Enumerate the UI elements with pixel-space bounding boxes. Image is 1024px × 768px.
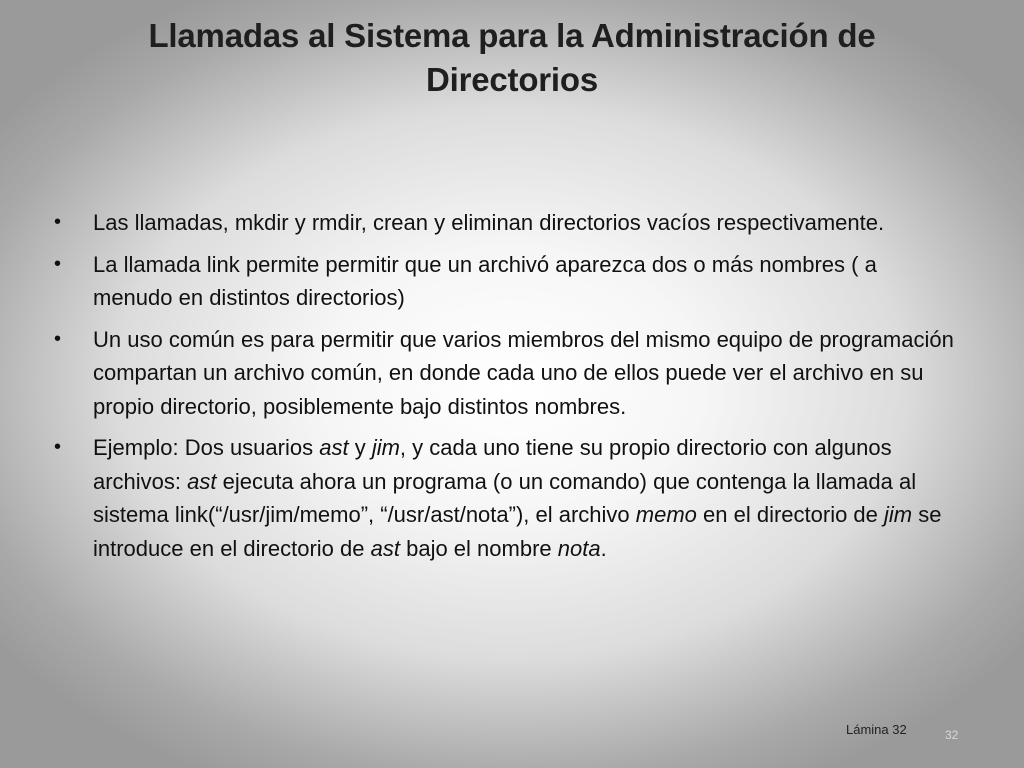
italic-term: jim: [371, 435, 400, 460]
slide-title: Llamadas al Sistema para la Administración de Directorios: [148, 17, 876, 98]
bullet-item: [48, 206, 960, 240]
bullet-text: [93, 327, 954, 419]
italic-term: ast: [319, 435, 349, 460]
bullet-dot-icon: •: [54, 252, 62, 275]
bullet-list: [48, 206, 960, 573]
text-run: y: [348, 435, 372, 460]
text-run: , y cada uno tiene su propio directorio con algunos archivos:: [93, 435, 892, 494]
bullet-text: [93, 252, 877, 311]
bullet-dot-icon: •: [54, 211, 62, 233]
text-run: se introduce en el directorio de: [93, 502, 942, 561]
bullet-item: [48, 323, 960, 424]
bullet-dot-icon: •: [54, 436, 62, 458]
text-run: bajo el nombre: [399, 535, 558, 561]
footer-label: Lámina 32: [846, 722, 907, 737]
italic-term: ast: [187, 468, 217, 494]
italic-term: jim: [884, 502, 913, 527]
text-run: Un uso común es para permitir que varios miembros del mismo equipo de programación compartan un archivo común, en donde cada uno de ellos puede ver el archivo en su propio directorio, posiblemente bajo distintos nombres.: [93, 326, 954, 419]
italic-term: memo: [635, 502, 697, 527]
bullet-item: [48, 431, 960, 565]
italic-term: nota: [557, 535, 601, 561]
bullet-dot-icon: •: [54, 327, 62, 350]
text-run: ejecuta ahora un programa (o un comando) que contenga la llamada al sistema link(“/usr/jim/memo”, “/usr/ast/nota”), el archivo: [93, 468, 917, 527]
text-run: en el directorio de: [696, 502, 885, 527]
text-run: Las llamadas, mkdir y rmdir, crean y eliminan directorios vacíos respectivamente.: [93, 210, 885, 235]
italic-term: ast: [370, 535, 400, 561]
text-run: .: [600, 535, 607, 561]
bullet-text: [93, 210, 884, 235]
bullet-text: [93, 435, 941, 561]
text-run: La llamada link permite permitir que un archivó aparezca dos o más nombres ( a menudo en distintos directorios): [93, 251, 877, 310]
bullet-item: [48, 248, 960, 315]
slide-number: 32: [945, 728, 959, 742]
text-run: Ejemplo: Dos usuarios: [93, 435, 320, 460]
